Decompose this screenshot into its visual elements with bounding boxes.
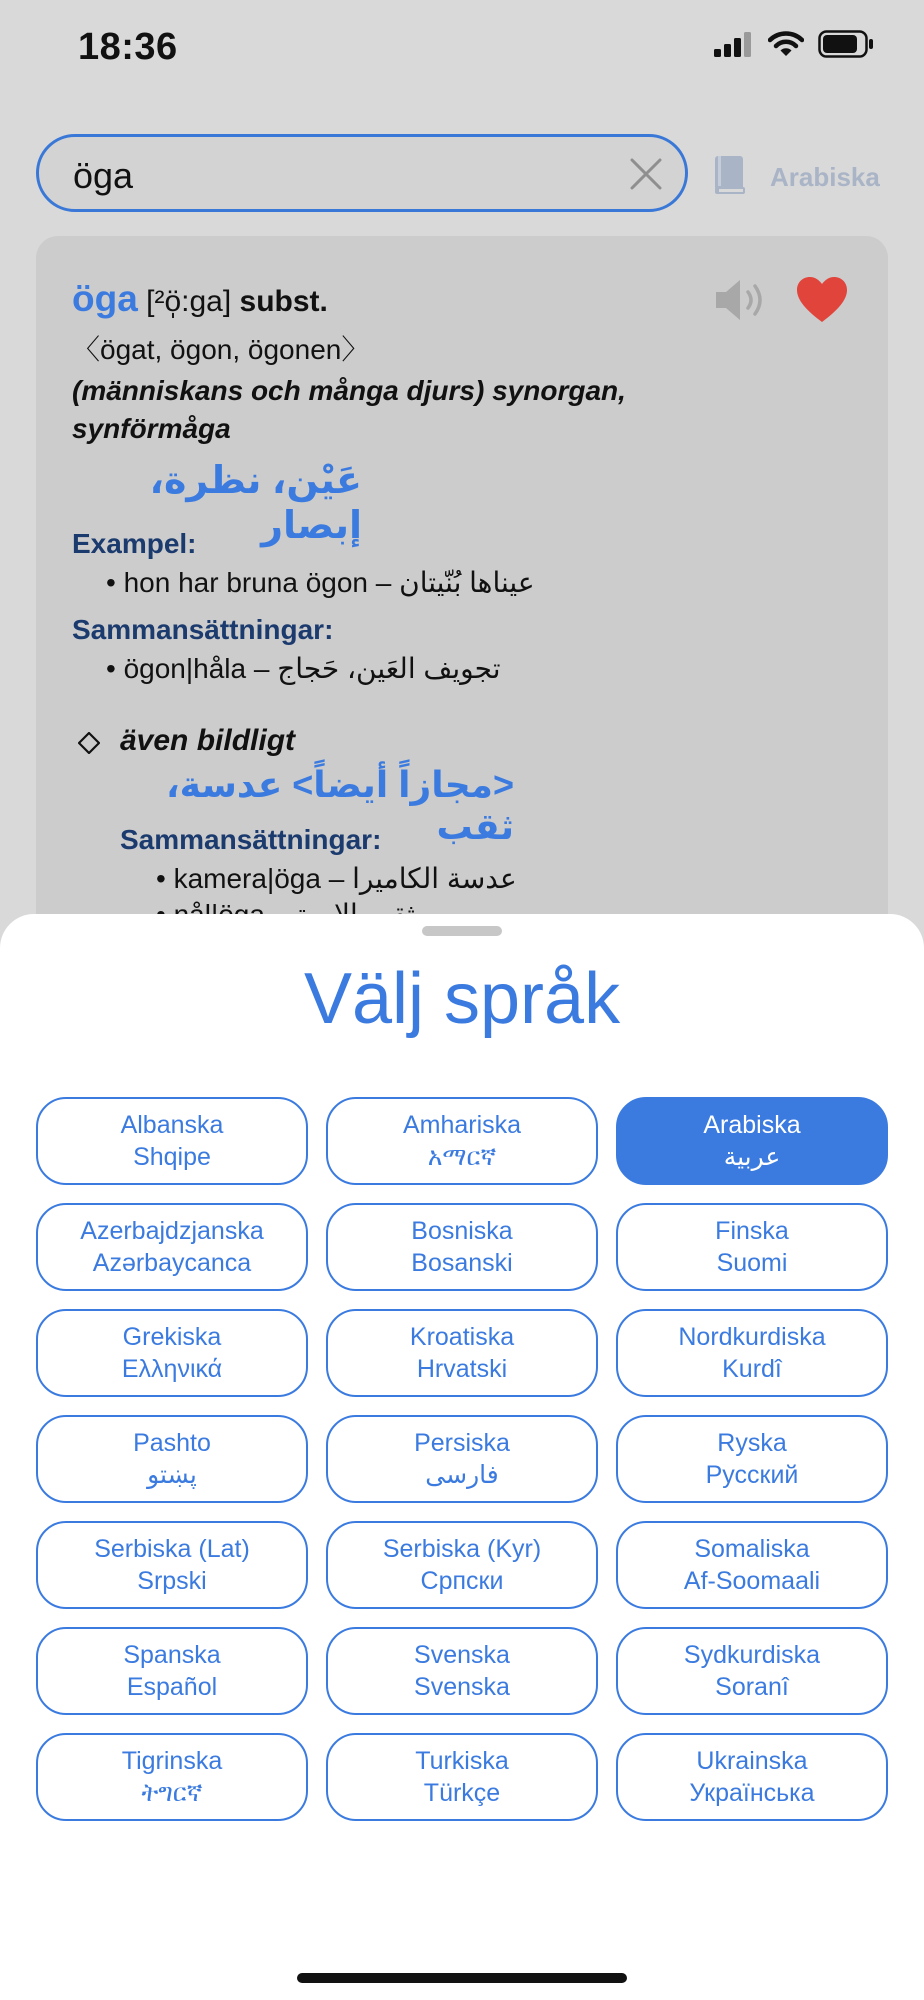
language-name: Grekiska [122,1323,222,1351]
headword-line [72,278,328,320]
heart-icon[interactable] [796,276,848,324]
home-indicator[interactable] [297,1973,627,1983]
language-native-name: Українська [689,1779,815,1807]
inflections: 〈ögat, ögon, ögonen〉 [72,334,370,365]
language-button[interactable] [616,1309,888,1397]
clear-icon[interactable] [629,157,663,191]
language-native-name: Español [126,1673,218,1701]
wifi-icon [768,31,804,57]
speaker-icon[interactable] [712,276,768,324]
language-native-name: فارسی [425,1461,499,1489]
figurative-compound-item: • kamera|öga – عدسة الكاميرا [156,863,517,894]
status-icons [714,30,874,58]
language-name: Tigrinska [121,1747,223,1775]
status-time: 18:36 [78,26,178,68]
examples-label: Exampel: [72,528,197,559]
language-button[interactable] [326,1309,598,1397]
battery-icon [818,30,874,58]
part-of-speech: subst. [239,285,328,318]
language-native-name: Af-Soomaali [683,1567,821,1595]
headword: öga [72,278,138,319]
language-button[interactable] [326,1627,598,1715]
language-button[interactable] [616,1415,888,1503]
figurative-translation: <مجازاً أيضاً> عدسة، ثقب [165,764,514,847]
language-name: Persiska [414,1429,510,1457]
language-native-name: Hrvatski [416,1355,508,1383]
entry-card [36,236,888,996]
sheet-grabber[interactable] [422,926,502,936]
book-icon[interactable] [712,154,748,196]
language-name: Arabiska [703,1111,801,1139]
language-native-name: Shqipe [133,1143,211,1171]
sheet-title: Välj språk [303,959,621,1039]
diamond-icon [78,732,100,754]
language-name: Nordkurdiska [678,1323,826,1351]
language-button[interactable] [326,1415,598,1503]
language-button[interactable] [36,1733,308,1821]
language-native-name: Српски [420,1567,504,1595]
language-name: Pashto [133,1429,211,1457]
language-button[interactable] [326,1521,598,1609]
language-button[interactable] [36,1309,308,1397]
language-name: Ryska [717,1429,787,1457]
language-button[interactable] [616,1733,888,1821]
language-button[interactable] [326,1203,598,1291]
language-name: Bosniska [411,1217,513,1245]
language-native-name: Svenska [414,1673,510,1701]
language-name: Finska [715,1217,789,1245]
language-native-name: Kurdî [722,1355,782,1383]
language-name: Somaliska [694,1535,810,1563]
language-button[interactable] [36,1203,308,1291]
language-native-name: Soranî [715,1673,789,1701]
language-sheet [0,914,924,2000]
language-name: Azerbajdzjanska [80,1217,264,1245]
example-item: • hon har bruna ögon – عيناها بُنّيتان [106,567,535,598]
signal-icon [714,31,754,57]
translation: عَيْن، نظرة، إبصار [149,460,362,547]
language-name: Amhariska [402,1111,522,1139]
language-native-name: Ελληνικά [121,1355,223,1383]
language-button[interactable] [616,1203,888,1291]
figurative-compounds-label: Sammansättningar: [120,824,382,855]
language-button[interactable] [326,1097,598,1185]
language-button[interactable] [326,1733,598,1821]
language-native-name: Русский [705,1461,799,1489]
language-name: Serbiska (Lat) [94,1535,250,1563]
language-name: Albanska [120,1111,224,1139]
language-native-name: አማርኛ [427,1143,497,1171]
language-button[interactable] [36,1415,308,1503]
language-native-name: پښتو [147,1461,197,1489]
language-button[interactable] [36,1097,308,1185]
figurative-label: även bildligt [120,724,296,757]
compounds-label: Sammansättningar: [72,614,334,645]
search-query[interactable]: öga [73,155,134,196]
language-native-name: Srpski [137,1567,207,1595]
pronunciation: [²ö̩:ga] [146,285,232,318]
definition: (människans och många djurs) synorgan, synförmåga [72,375,626,444]
language-native-name: Türkçe [423,1779,501,1807]
search-field[interactable] [36,134,688,212]
compound-item: • ögon|håla – تجويف العَين، حَجاج [106,653,501,684]
language-native-name: Bosanski [411,1249,513,1277]
language-grid [36,1097,888,1821]
language-button[interactable] [616,1521,888,1609]
language-native-name: عربية [723,1143,781,1171]
language-native-name: Azərbaycanca [92,1249,252,1277]
language-name: Spanska [123,1641,221,1669]
language-name: Kroatiska [409,1323,515,1351]
language-selector[interactable]: Arabiska [770,162,880,192]
language-name: Turkiska [415,1747,509,1775]
language-name: Ukrainska [696,1747,808,1775]
language-button[interactable] [36,1627,308,1715]
language-name: Serbiska (Kyr) [382,1535,542,1563]
language-name: Svenska [414,1641,510,1669]
language-button[interactable] [36,1521,308,1609]
language-button[interactable] [616,1097,888,1185]
language-name: Sydkurdiska [683,1641,821,1669]
language-button[interactable] [616,1627,888,1715]
language-native-name: Suomi [716,1249,788,1277]
language-native-name: ትግርኛ [141,1779,203,1807]
